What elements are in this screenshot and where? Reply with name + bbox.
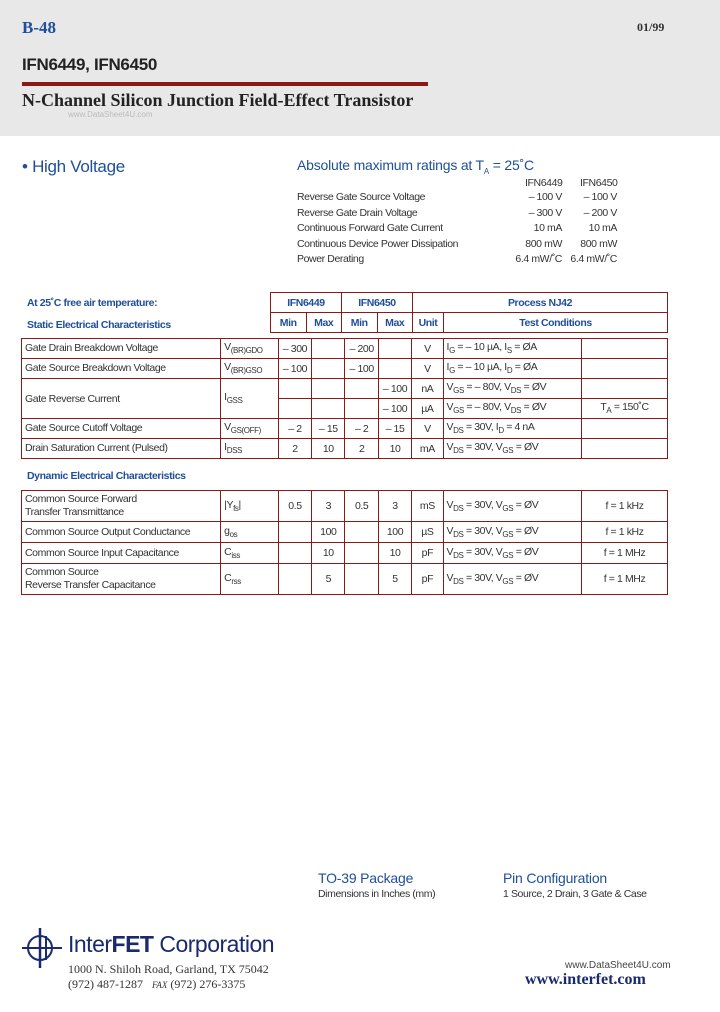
table-row: [22, 491, 668, 522]
company-name: InterFET Corporation: [68, 931, 275, 957]
test-condition-extra: $T_A$ = 150˚C: [582, 399, 668, 419]
ifn6449-max: 10: [312, 543, 345, 564]
ifn6450-min: 2: [345, 439, 378, 459]
ifn6450-max: 3: [378, 491, 411, 522]
ifn6449-min: 2: [278, 439, 311, 459]
ifn6450-max: – 100: [378, 399, 411, 419]
rating-value-ifn6450: – 100 V: [583, 191, 617, 203]
ifn6450-max: [378, 359, 411, 379]
param-symbol: $V_{(BR)GSO}$: [221, 359, 279, 379]
temp-note: At 25˚C free air temperature:: [27, 297, 158, 309]
test-condition: $V_{DS} = 30V$, $V_{GS}$ = ØV: [443, 564, 582, 595]
test-condition-extra: f = 1 kHz: [582, 522, 668, 543]
param-name: Common Source Forward Transfer Transmittance: [22, 491, 221, 522]
conditions-header: Test Conditions: [444, 313, 668, 333]
rating-label: Continuous Forward Gate Current: [297, 222, 443, 234]
package-desc: Dimensions in Inches (mm): [318, 888, 436, 900]
test-condition-extra: f = 1 MHz: [582, 543, 668, 564]
ifn6450-max: 5: [378, 564, 411, 595]
unit: pF: [412, 543, 443, 564]
rating-label: Power Derating: [297, 253, 364, 265]
table-row: [22, 522, 668, 543]
page-code: B-48: [22, 18, 56, 37]
feature-bullet: • High Voltage: [22, 157, 125, 176]
ifn6450-max: 10: [378, 543, 411, 564]
ifn6449-max: – 15: [312, 419, 345, 439]
static-table: [21, 338, 668, 459]
unit: µA: [412, 399, 443, 419]
param-name: Common Source Output Conductance: [22, 522, 221, 543]
watermark-bottom: www.DataSheet4U.com: [565, 960, 671, 971]
unit: nA: [412, 379, 443, 399]
unit: mS: [412, 491, 443, 522]
ifn6449-min: [278, 522, 311, 543]
test-condition-extra: [582, 379, 668, 399]
ifn6449-max: 10: [312, 439, 345, 459]
table-row: [22, 439, 668, 459]
ifn6449-max: 100: [312, 522, 345, 543]
ifn6449-min: [278, 399, 311, 419]
ifn6450-max: – 15: [378, 419, 411, 439]
param-symbol: $V_{GS(OFF)}$: [221, 419, 279, 439]
process-header: Process NJ42: [413, 293, 668, 313]
table-row: [22, 379, 668, 399]
param-symbol: $|Y_{fs}|$: [221, 491, 279, 522]
part2-header: IFN6450: [342, 293, 413, 313]
ifn6449-max: [312, 339, 345, 359]
param-symbol: $C_{iss}$: [221, 543, 279, 564]
test-condition: $V_{DS} = 30V$, $V_{GS}$ = ØV: [443, 543, 582, 564]
min2-header: Min: [342, 313, 378, 333]
ifn6450-max: 100: [378, 522, 411, 543]
table-row: [22, 564, 668, 595]
ifn6449-max: [312, 379, 345, 399]
param-symbol: $V_{(BR)GDO}$: [221, 339, 279, 359]
static-section-title: Static Electrical Characteristics: [27, 319, 171, 331]
watermark-top: www.DataSheet4U.com: [68, 110, 153, 119]
package-title: TO-39 Package: [318, 870, 414, 886]
ifn6450-min: [345, 564, 378, 595]
param-symbol: $I_{DSS}$: [221, 439, 279, 459]
ifn6449-min: – 100: [278, 359, 311, 379]
param-name: Drain Saturation Current (Pulsed): [22, 439, 221, 459]
test-condition: $V_{DS} = 30V$, $V_{GS}$ = ØV: [443, 522, 582, 543]
test-condition-extra: [582, 419, 668, 439]
max1-header: Max: [306, 313, 342, 333]
ratings-col1: IFN6449: [525, 177, 563, 189]
table-row: [22, 339, 668, 359]
pins-title: Pin Configuration: [503, 870, 607, 886]
ifn6449-min: [278, 543, 311, 564]
ifn6450-min: – 200: [345, 339, 378, 359]
ifn6450-min: – 2: [345, 419, 378, 439]
part-numbers: IFN6449, IFN6450: [22, 55, 158, 74]
table-row: [22, 359, 668, 379]
param-name: Gate Reverse Current: [22, 379, 221, 419]
pins-desc: 1 Source, 2 Drain, 3 Gate & Case: [503, 888, 647, 900]
dynamic-table: [21, 490, 668, 595]
test-condition-extra: [582, 359, 668, 379]
ifn6449-max: [312, 399, 345, 419]
unit: V: [412, 419, 443, 439]
table-row: [22, 419, 668, 439]
test-condition: $I_G$ = – 10 µA, $I_S$ = ØA: [443, 339, 582, 359]
ifn6449-min: 0.5: [278, 491, 311, 522]
ifn6449-min: [278, 379, 311, 399]
rating-value-ifn6449: 6.4 mW/˚C: [515, 253, 562, 265]
param-name: Gate Source Cutoff Voltage: [22, 419, 221, 439]
param-name: Common Source Input Capacitance: [22, 543, 221, 564]
param-symbol: $C_{rss}$: [221, 564, 279, 595]
param-name: Gate Drain Breakdown Voltage: [22, 339, 221, 359]
test-condition-extra: f = 1 kHz: [582, 491, 668, 522]
ifn6450-max: [378, 339, 411, 359]
test-condition: $I_G$ = – 10 µA, $I_D$ = ØA: [443, 359, 582, 379]
ifn6449-max: 3: [312, 491, 345, 522]
ifn6449-min: [278, 564, 311, 595]
ifn6449-max: 5: [312, 564, 345, 595]
unit: mA: [412, 439, 443, 459]
company-address: 1000 N. Shiloh Road, Garland, TX 75042: [68, 962, 269, 976]
test-condition: $V_{GS}$ = – 80V, $V_{DS}$ = ØV: [443, 379, 582, 399]
test-condition: $V_{DS} = 30V$, $I_D = 4$ nA: [443, 419, 582, 439]
ifn6450-min: [345, 522, 378, 543]
dynamic-section-title: Dynamic Electrical Characteristics: [27, 470, 186, 482]
company-phone-fax: (972) 487-1287 FAX (972) 276-3375: [68, 977, 246, 991]
min1-header: Min: [271, 313, 307, 333]
test-condition-extra: [582, 339, 668, 359]
ifn6449-min: – 300: [278, 339, 311, 359]
ratings-title: Absolute maximum ratings at $T_A$ = 25˚C: [297, 157, 534, 176]
unit: pF: [412, 564, 443, 595]
company-website[interactable]: www.interfet.com: [525, 971, 646, 988]
param-name: Gate Source Breakdown Voltage: [22, 359, 221, 379]
test-condition: $V_{DS} = 30V$, $V_{GS}$ = ØV: [443, 491, 582, 522]
ifn6450-min: [345, 399, 378, 419]
ifn6450-min: [345, 379, 378, 399]
ifn6450-min: – 100: [345, 359, 378, 379]
test-condition-extra: [582, 439, 668, 459]
rating-label: Continuous Device Power Dissipation: [297, 237, 459, 250]
test-condition: $V_{GS}$ = – 80V, $V_{DS}$ = ØV: [443, 399, 582, 419]
rating-value-ifn6450: 10 mA: [588, 222, 617, 234]
ifn6450-max: 10: [378, 439, 411, 459]
table-row: [22, 543, 668, 564]
param-symbol: $I_{GSS}$: [221, 379, 279, 419]
rating-label: Reverse Gate Drain Voltage: [297, 206, 418, 219]
test-condition: $V_{DS} = 30V$, $V_{GS}$ = ØV: [443, 439, 582, 459]
ifn6449-max: [312, 359, 345, 379]
rating-value-ifn6449: 800 mW: [525, 237, 562, 250]
ifn6450-max: – 100: [378, 379, 411, 399]
max2-header: Max: [377, 313, 413, 333]
unit: µS: [412, 522, 443, 543]
doc-date: 01/99: [637, 20, 665, 34]
ifn6449-min: – 2: [278, 419, 311, 439]
param-name: Common Source Reverse Transfer Capacitance: [22, 564, 221, 595]
rating-label: Reverse Gate Source Voltage: [297, 191, 426, 203]
test-condition-extra: f = 1 MHz: [582, 564, 668, 595]
rating-value-ifn6449: – 100 V: [528, 191, 562, 203]
ratings-col2: IFN6450: [580, 177, 618, 189]
header-rule: [22, 82, 428, 86]
unit: V: [412, 339, 443, 359]
page-subtitle: N-Channel Silicon Junction Field-Effect Transistor: [22, 90, 414, 110]
static-header-table: [270, 292, 668, 333]
part1-header: IFN6449: [271, 293, 342, 313]
ifn6450-min: 0.5: [345, 491, 378, 522]
rating-value-ifn6449: – 300 V: [528, 206, 562, 219]
param-symbol: $g_{os}$: [221, 522, 279, 543]
unit-header: Unit: [413, 313, 444, 333]
rating-value-ifn6450: 800 mW: [580, 237, 617, 250]
rating-value-ifn6450: – 200 V: [583, 206, 617, 219]
rating-value-ifn6450: 6.4 mW/˚C: [570, 253, 617, 265]
company-logo-icon: [20, 926, 64, 970]
rating-value-ifn6449: 10 mA: [533, 222, 562, 234]
unit: V: [412, 359, 443, 379]
ifn6450-min: [345, 543, 378, 564]
